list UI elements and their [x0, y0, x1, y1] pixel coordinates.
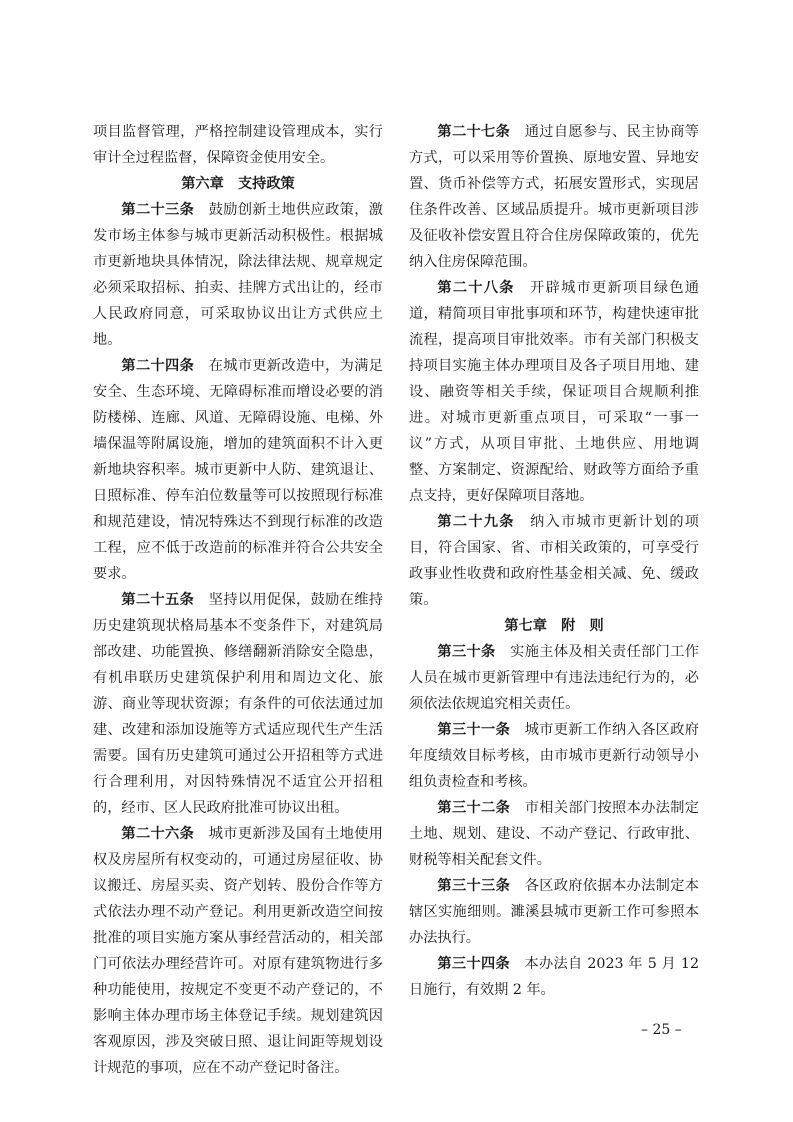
article-31-text: 城市更新工作纳入各区政府年度绩效目标考核，由市城市更新行动领导小组负责检查和考核。	[409, 722, 699, 790]
article-25-heading: 第二十五条	[121, 592, 195, 608]
article-25	[93, 587, 383, 821]
article-24-text: 在城市更新改造中，为满足安全、生态环境、无障碍标准而增设必要的消防楼梯、连廊、风道、无障碍设施、电梯、外墙保温等附属设施，增加的建筑面积不计入更新地块容积率。城市更新中人防、建筑退让、日照标准、停车泊位数量等可以按照现行标准和规范建设，情况特殊达不到现行标准的改造工程，应不低于改造前的标准并符合公共安全要求。	[93, 358, 383, 582]
article-27-text: 通过自愿参与、民主协商等方式，可以采用等价置换、原地安置、异地安置、货币补偿等方式，拓展安置形式，实现居住条件改善、区域品质提升。城市更新项目涉及征收补偿安置且符合住房保障政策的，优先纳入住房保障范围。	[409, 124, 699, 270]
article-26-heading: 第二十六条	[121, 826, 195, 842]
article-33-heading: 第三十三条	[437, 878, 511, 894]
article-26	[93, 821, 383, 1081]
article-30	[409, 639, 699, 717]
article-30-text: 实施主体及相关责任部门工作人员在城市更新管理中有违法违纪行为的，必须依法依规追究相关责任。	[409, 644, 699, 712]
article-23-heading: 第二十三条	[121, 202, 195, 218]
article-27	[409, 119, 699, 275]
chapter-6-heading: 第六章 支持政策	[181, 176, 295, 192]
article-28	[409, 275, 699, 509]
article-24-heading: 第二十四条	[121, 358, 195, 374]
article-34-heading: 第三十四条	[437, 956, 510, 972]
article-32	[409, 795, 699, 873]
left-column	[93, 119, 383, 1081]
page-number: – 25 –	[641, 1022, 682, 1038]
article-28-text: 开辟城市更新项目绿色通道，精简项目审批事项和环节，构建快速审批流程，提高项目审批效率。市有关部门积极支持项目实施主体办理项目及各子项目用地、建设、融资等相关手续，保证项目合规顺利推进。对城市更新重点项目，可采取“一事一议”方式，从项目审批、土地供应、用地调整、方案制定、资源配给、财政等方面给予重点支持，更好保障项目落地。	[409, 280, 699, 504]
article-25-text: 坚持以用促保，鼓励在维持历史建筑现状格局基本不变条件下，对建筑局部改建、功能置换、修缮翻新消除安全隐患，有机串联历史建筑保护利用和周边文化、旅游、商业等现状资源；有条件的可依法通过加建、改建和添加设施等方式适应现代生产生活需要。国有历史建筑可通过公开招租等方式进行合理利用，对因特殊情况不适宜公开招租的，经市、区人民政府批准可协议出租。	[93, 592, 383, 816]
article-26-text: 城市更新涉及国有土地使用权及房屋所有权变动的，可通过房屋征收、协议搬迁、房屋买卖、资产划转、股份合作等方式依法办理不动产登记。利用更新改造空间按批准的项目实施方案从事经营活动的，相关部门可依法办理经营许可。对原有建筑物进行多种功能使用，按规定不变更不动产登记的，不影响主体办理市场主体登记手续。规划建筑因客观原因，涉及突破日照、退让间距等规划设计规范的事项，应在不动产登记时备注。	[93, 826, 383, 1076]
chapter-7-heading: 第七章 附 则	[504, 618, 604, 634]
article-30-heading: 第三十条	[437, 644, 496, 660]
article-23	[93, 197, 383, 353]
article-34-text: 本办法自 2023 年 5 月 12 日施行，有效期 2 年。	[409, 956, 699, 998]
continued-paragraph: 项目监督管理，严格控制建设管理成本，实行审计全过程监督，保障资金使用安全。	[93, 124, 383, 166]
article-23-text: 鼓励创新土地供应政策，激发市场主体参与城市更新活动积极性。根据城市更新地块具体情况，除法律法规、规章规定必须采取招标、拍卖、挂牌方式出让的，经市人民政府同意，可采取协议出让方式供应土地。	[93, 202, 383, 348]
article-29-heading: 第二十九条	[437, 514, 515, 530]
article-31	[409, 717, 699, 795]
article-28-heading: 第二十八条	[437, 280, 515, 296]
article-29	[409, 509, 699, 613]
article-24	[93, 353, 383, 587]
article-34	[409, 951, 699, 1003]
article-31-heading: 第三十一条	[437, 722, 511, 738]
article-33-text: 各区政府依据本办法制定本辖区实施细则。濉溪县城市更新工作可参照本办法执行。	[409, 878, 699, 946]
right-column	[409, 119, 699, 1003]
article-27-heading: 第二十七条	[437, 124, 511, 140]
article-32-heading: 第三十二条	[437, 800, 511, 816]
article-29-text: 纳入市城市更新计划的项目，符合国家、省、市相关政策的，可享受行政事业性收费和政府性基金相关减、免、缓政策。	[409, 514, 699, 608]
article-33	[409, 873, 699, 951]
article-32-text: 市相关部门按照本办法制定土地、规划、建设、不动产登记、行政审批、财税等相关配套文件。	[409, 800, 699, 868]
